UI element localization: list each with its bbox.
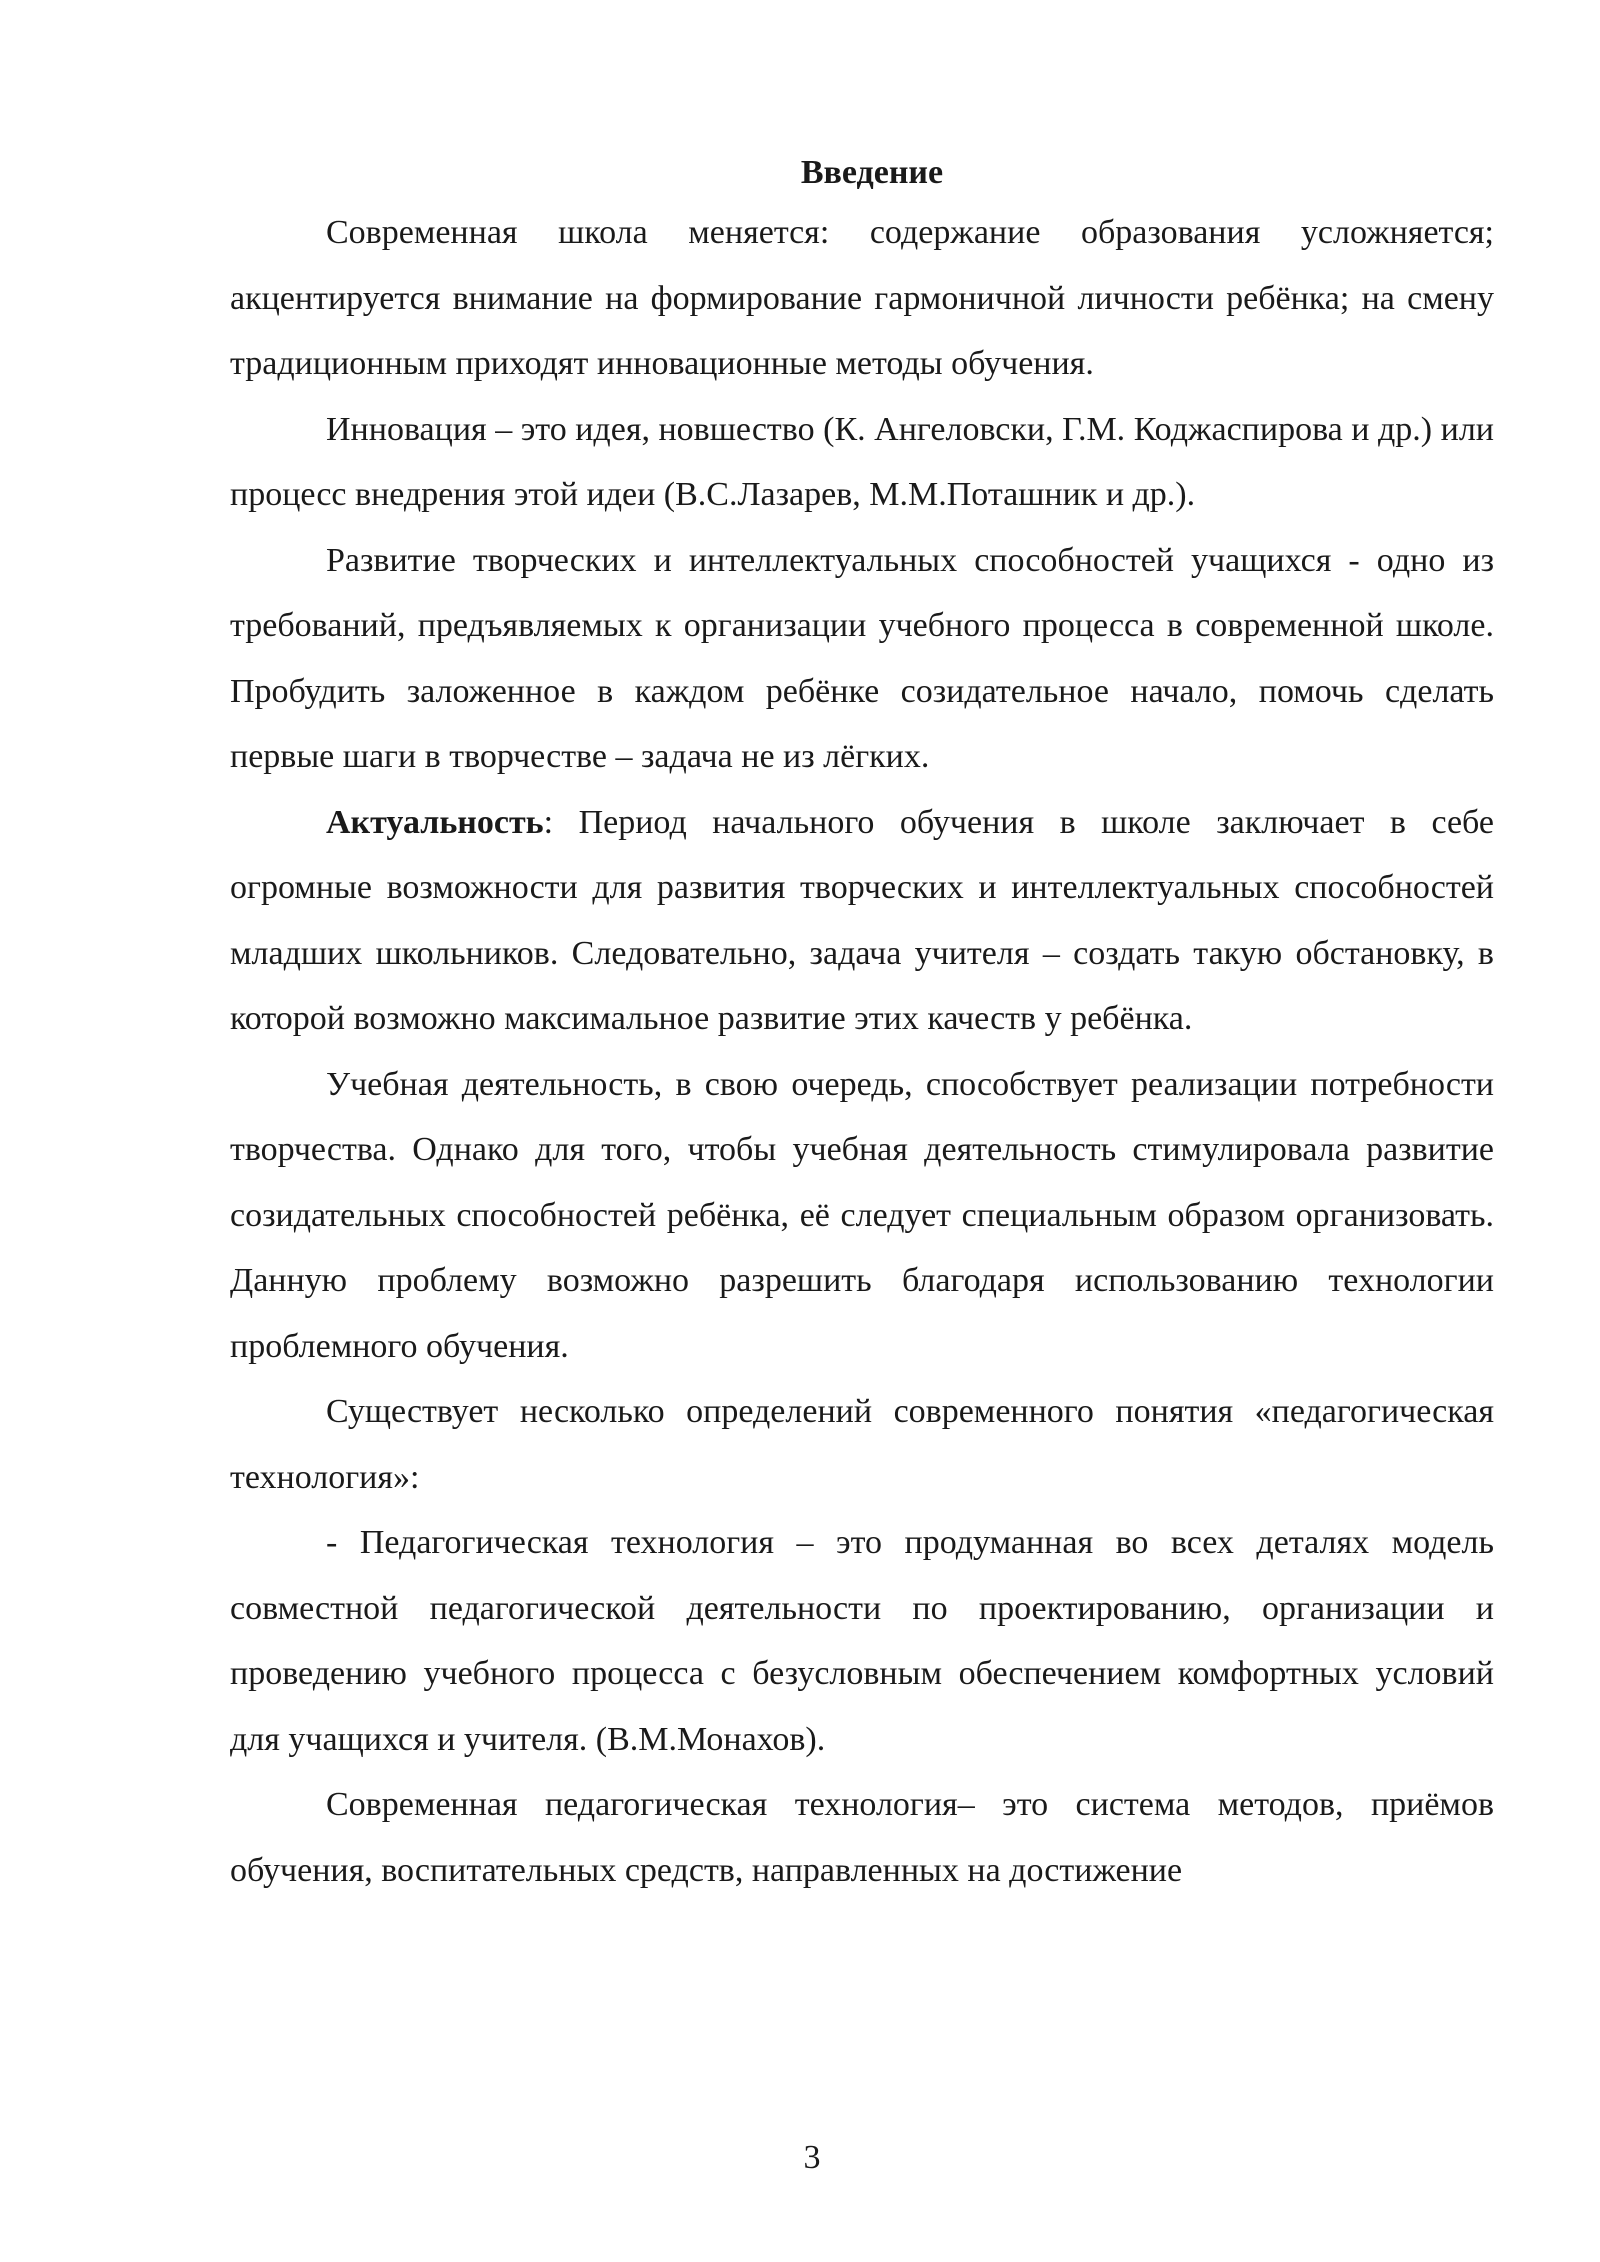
paragraph-learning-activity: [230, 1052, 1494, 1380]
paragraph-text: : Период начального обучения в школе заключает в себе огромные возможности для развития творческих и интеллектуальных способностей младших школьников. Следовательно, задача учителя – создать такую обстановку, в которой возможно максимальное развитие этих качеств у ребёнка.: [230, 803, 1494, 1037]
paragraph-modern-technology: [230, 1772, 1494, 1903]
paragraph-text: Развитие творческих и интеллектуальных способностей учащихся - одно из требований, предъявляемых к организации учебного процесса в современной школе. Пробудить заложенное в каждом ребёнке созидательное начало, помочь сделать первые шаги в творчестве – задача не из лёгких.: [230, 541, 1494, 775]
paragraph-relevance: [230, 790, 1494, 1052]
paragraph-text: Инновация – это идея, новшество (К. Ангеловски, Г.М. Коджаспирова и др.) или процесс внедрения этой идеи (В.С.Лазарев, М.М.Поташник и др.).: [230, 410, 1494, 513]
paragraph-text: Современная педагогическая технология– это система методов, приёмов обучения, воспитательных средств, направленных на достижение: [230, 1786, 1494, 1889]
relevance-label: Актуальность: [326, 803, 544, 841]
section-heading: Введение: [800, 154, 944, 191]
paragraph-intro: [230, 200, 1494, 397]
page-number: 3: [803, 2139, 821, 2176]
paragraph-definition-monakhov: [230, 1510, 1494, 1772]
paragraph-innovation-definition: [230, 397, 1494, 528]
document-page: [230, 150, 1494, 1903]
paragraph-creative-development: [230, 528, 1494, 790]
paragraph-definitions-intro: [230, 1379, 1494, 1510]
paragraph-text: Учебная деятельность, в свою очередь, способствует реализации потребности творчества. Однако для того, чтобы учебная деятельность стимулировала развитие созидательных способностей ребёнка, её следует специальным образом организовать. Данную проблему возможно разрешить благодаря использованию технологии проблемного обучения.: [230, 1065, 1494, 1365]
paragraph-text: Существует несколько определений современного понятия «педагогическая технология»:: [230, 1393, 1494, 1496]
paragraph-text: - Педагогическая технология – это продуманная во всех деталях модель совместной педагогической деятельности по проектированию, организации и проведению учебного процесса с безусловным обеспечением комфортных условий для учащихся и учителя. (В.М.Монахов).: [230, 1524, 1494, 1758]
paragraph-text: Современная школа меняется: содержание образования усложняется; акцентируется внимание на формирование гармоничной личности ребёнка; на смену традиционным приходят инновационные методы обучения.: [230, 214, 1494, 382]
